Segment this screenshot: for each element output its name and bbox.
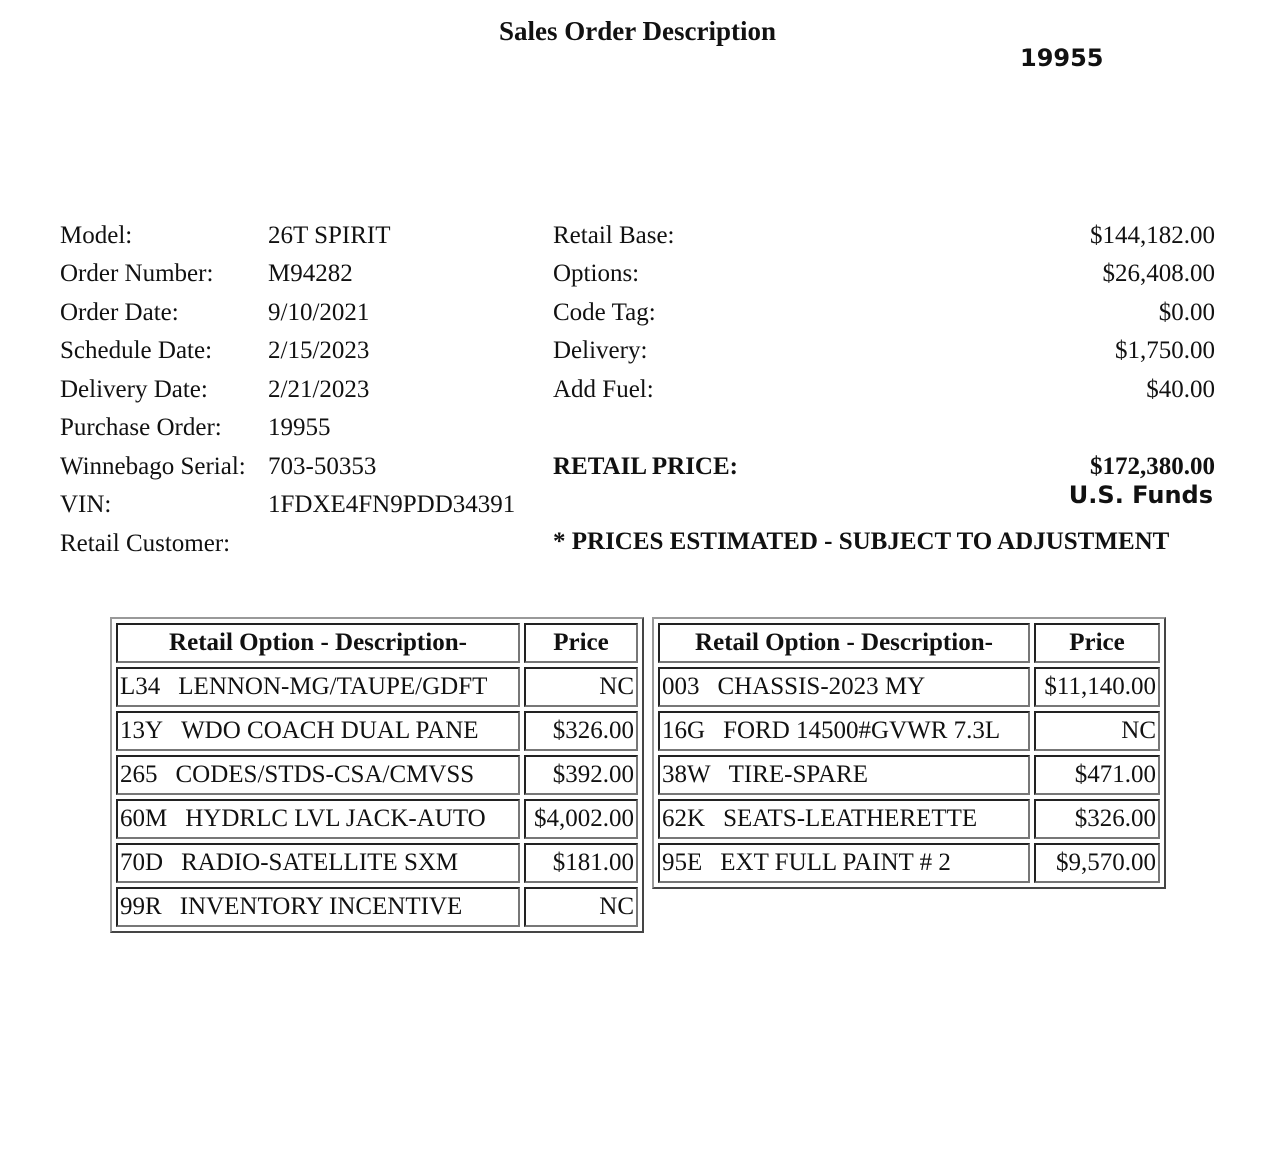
price-label: Delivery: [553,337,648,364]
table-row [116,755,638,795]
options-body-right [658,667,1160,883]
option-description: SEATS-LEATHERETTE [723,805,978,832]
column-header-price: Price [1034,623,1160,663]
table-row [658,799,1160,839]
option-description-cell [658,667,1030,707]
option-price: $326.00 [524,711,638,751]
detail-label: Retail Customer: [60,530,231,557]
price-label: Code Tag: [553,299,656,326]
table-header-row [658,623,1160,663]
option-code: 265 [120,761,158,788]
table-header-row [116,623,638,663]
option-description: RADIO-SATELLITE SXM [181,849,459,876]
detail-value: 2/15/2023 [268,337,370,364]
detail-value: 26T SPIRIT [268,222,391,249]
price-label: Options: [553,260,640,287]
option-description-cell [658,799,1030,839]
option-description-cell [116,667,520,707]
option-code: 003 [662,673,700,700]
purchase-order-stamp: 19955 [1020,44,1104,72]
option-description-cell [116,843,520,883]
option-description: CODES/STDS-CSA/CMVSS [175,761,475,788]
option-description: EXT FULL PAINT # 2 [720,849,951,876]
table-row [116,667,638,707]
retail-price-value: $172,380.00 [1090,453,1215,480]
price-value: $0.00 [1158,299,1215,326]
detail-value: 703-50353 [268,453,377,480]
option-description: FORD 14500#GVWR 7.3L [723,717,1001,744]
table-row [116,887,638,927]
options-table-right [652,617,1166,889]
option-description-cell [116,887,520,927]
option-price: $471.00 [1034,755,1160,795]
option-price: $11,140.00 [1034,667,1160,707]
detail-value: M94282 [268,260,353,287]
detail-label: VIN: [60,491,112,518]
option-description: TIRE-SPARE [728,761,868,788]
options-body-left [116,667,638,927]
option-description: INVENTORY INCENTIVE [179,893,463,920]
price-value: $144,182.00 [1090,222,1215,249]
option-description-cell [116,755,520,795]
detail-label: Order Date: [60,299,179,326]
table-row [658,755,1160,795]
option-code: 95E [662,849,703,876]
option-description-cell [658,843,1030,883]
option-price: $392.00 [524,755,638,795]
detail-label: Delivery Date: [60,376,208,403]
detail-value: 19955 [268,414,331,441]
option-description: CHASSIS-2023 MY [717,673,926,700]
column-header-description: Retail Option - Description- [658,623,1030,663]
option-price: NC [524,667,638,707]
table-row [116,843,638,883]
option-price: $326.00 [1034,799,1160,839]
detail-value: 1FDXE4FN9PDD34391 [268,491,516,518]
price-label: Add Fuel: [553,376,654,403]
column-header-price: Price [524,623,638,663]
table-row [658,843,1160,883]
option-price: $4,002.00 [524,799,638,839]
column-header-description: Retail Option - Description- [116,623,520,663]
option-code: 16G [662,717,706,744]
option-description: LENNON-MG/TAUPE/GDFT [178,673,488,700]
option-description-cell [658,755,1030,795]
price-value: $40.00 [1146,376,1215,403]
options-table-left [110,617,644,933]
option-description-cell [658,711,1030,751]
price-label: Retail Base: [553,222,675,249]
option-description-cell [116,799,520,839]
page-title: Sales Order Description [499,16,776,46]
option-price: NC [524,887,638,927]
option-code: 62K [662,805,706,832]
detail-value: 2/21/2023 [268,376,370,403]
option-description: HYDRLC LVL JACK-AUTO [185,805,486,832]
price-value: $1,750.00 [1115,337,1215,364]
option-code: L34 [120,673,161,700]
price-disclaimer: * PRICES ESTIMATED - SUBJECT TO ADJUSTMENT [553,528,1170,555]
option-code: 60M [120,805,168,832]
table-row [116,799,638,839]
option-code: 13Y [120,717,164,744]
option-description: WDO COACH DUAL PANE [181,717,479,744]
detail-label: Purchase Order: [60,414,222,441]
table-row [116,711,638,751]
currency-note: U.S. Funds [1068,481,1213,509]
table-row [658,667,1160,707]
detail-label: Schedule Date: [60,337,213,364]
option-price: $9,570.00 [1034,843,1160,883]
retail-price-label: RETAIL PRICE: [553,453,738,480]
option-code: 99R [120,893,162,920]
option-code: 38W [662,761,711,788]
option-price: $181.00 [524,843,638,883]
option-description-cell [116,711,520,751]
detail-label: Model: [60,222,133,249]
option-code: 70D [120,849,164,876]
table-row [658,711,1160,751]
detail-label: Winnebago Serial: [60,453,246,480]
option-price: NC [1034,711,1160,751]
detail-label: Order Number: [60,260,214,287]
price-value: $26,408.00 [1102,260,1215,287]
detail-value: 9/10/2021 [268,299,370,326]
